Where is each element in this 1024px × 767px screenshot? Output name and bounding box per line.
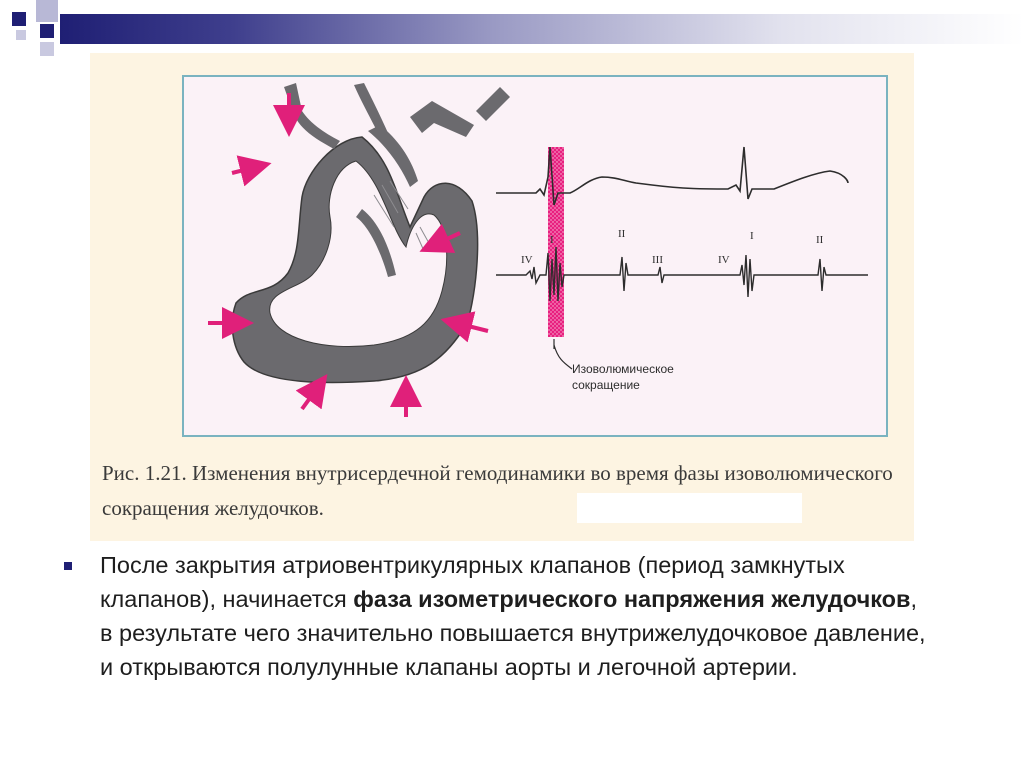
svg-text:I: I — [550, 234, 554, 246]
bullet-text-before: После закрытия атриовентрикулярных клапанов (период замкнутых клапанов), начинается — [100, 552, 845, 612]
bullet-paragraph — [100, 548, 930, 684]
svg-text:II: II — [816, 234, 824, 246]
figure-panel — [90, 53, 914, 541]
header-gradient-bar — [60, 14, 1024, 44]
svg-text:IV: IV — [718, 254, 730, 266]
bullet-text-bold: фаза изометрического напряжения желудочков — [353, 586, 911, 612]
svg-text:сокращение: сокращение — [572, 378, 640, 392]
figure-image-frame — [182, 75, 888, 437]
heart-ecg-diagram — [184, 77, 886, 435]
figure-caption: Рис. 1.21. Изменения внутрисердечной гемодинамики во время фазы изоволюмического сокращения желудочков. — [102, 461, 893, 520]
tone-labels — [521, 228, 824, 266]
caption-blank-overlay — [577, 493, 802, 523]
svg-text:Изоволюмическое: Изоволюмическое — [572, 362, 674, 376]
svg-text:II: II — [618, 228, 626, 240]
svg-text:IV: IV — [521, 254, 533, 266]
bullet-square-icon — [64, 562, 72, 570]
bullet-text-after: , в результате чего значительно повышается внутрижелудочковое давление, и открываются полулунные клапаны аорты и легочной артерии. — [100, 586, 926, 680]
svg-text:I: I — [750, 230, 754, 242]
heart-illustration — [232, 83, 510, 383]
svg-text:III: III — [652, 254, 663, 266]
isovolumic-annotation — [554, 339, 674, 392]
